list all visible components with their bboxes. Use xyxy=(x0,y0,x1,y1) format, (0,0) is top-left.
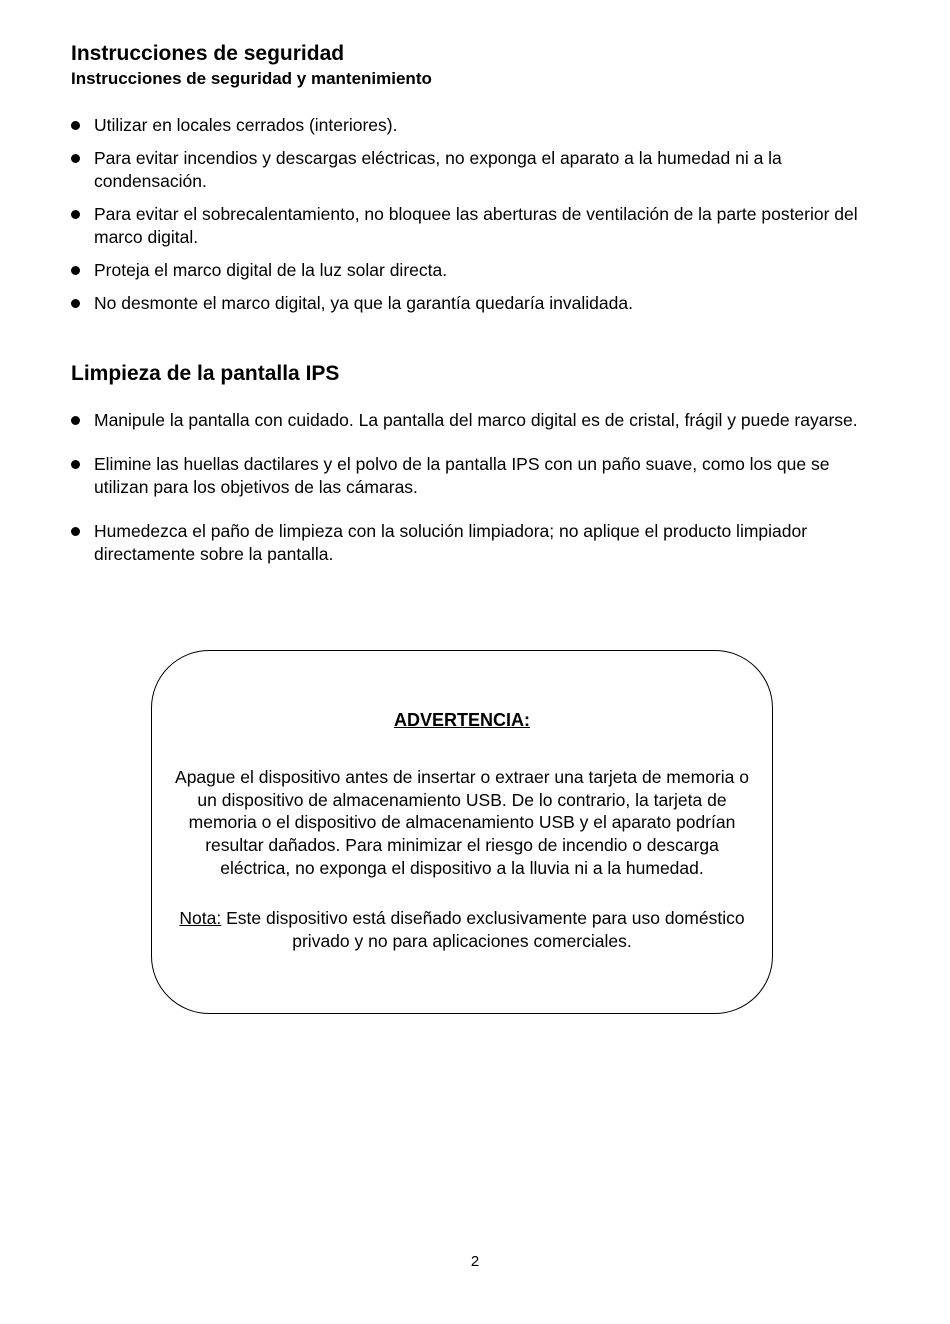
list-item-text: Manipule la pantalla con cuidado. La pantalla del marco digital es de cristal, frágil y puede rayarse. xyxy=(94,410,858,430)
list-item xyxy=(71,292,871,315)
bullet-icon xyxy=(71,460,80,469)
warning-box xyxy=(151,650,773,1014)
warning-title: ADVERTENCIA: xyxy=(393,710,530,730)
page-number: 2 xyxy=(470,1253,480,1270)
safety-list xyxy=(71,114,871,325)
list-item xyxy=(71,147,871,193)
list-item xyxy=(71,520,871,566)
bullet-icon xyxy=(71,299,80,308)
note-label: Nota: xyxy=(179,908,222,928)
cleaning-list xyxy=(71,409,871,587)
list-item-text: Elimine las huellas dactilares y el polvo de la pantalla IPS con un paño suave, como los que se utilizan para los objetivos de las cámaras. xyxy=(94,454,830,497)
list-item-text: Utilizar en locales cerrados (interiores). xyxy=(94,115,398,135)
list-item-text: Proteja el marco digital de la luz solar directa. xyxy=(94,260,448,280)
cleaning-title: Limpieza de la pantalla IPS xyxy=(71,362,340,385)
list-item-text: No desmonte el marco digital, ya que la garantía quedaría invalidada. xyxy=(94,293,633,313)
warning-body: Apague el dispositivo antes de insertar o extraer una tarjeta de memoria o un dispositivo de almacenamiento USB. De lo contrario, la tarjeta de memoria o el dispositivo de almacenamiento USB y el aparato podrían resultar dañados. Para minimizar el riesgo de incendio o descarga eléctrica, no exponga el dispositivo a la lluvia ni a la humedad. xyxy=(175,767,749,878)
bullet-icon xyxy=(71,121,80,130)
list-item xyxy=(71,259,871,282)
list-item-text: Humedezca el paño de limpieza con la solución limpiadora; no aplique el producto limpiador directamente sobre la pantalla. xyxy=(94,521,808,564)
bullet-icon xyxy=(71,527,80,536)
safety-subtitle: Instrucciones de seguridad y mantenimiento xyxy=(71,69,432,88)
list-item xyxy=(71,114,871,137)
warning-note xyxy=(174,907,750,952)
list-item xyxy=(71,409,871,432)
list-item xyxy=(71,453,871,499)
list-item xyxy=(71,203,871,249)
list-item-text: Para evitar incendios y descargas eléctricas, no exponga el aparato a la humedad ni a la condensación. xyxy=(94,148,782,191)
list-item-text: Para evitar el sobrecalentamiento, no bloquee las aberturas de ventilación de la parte posterior del marco digital. xyxy=(94,204,858,247)
note-text: Este dispositivo está diseñado exclusivamente para uso doméstico privado y no para aplicaciones comerciales. xyxy=(221,908,745,951)
bullet-icon xyxy=(71,266,80,275)
bullet-icon xyxy=(71,154,80,163)
bullet-icon xyxy=(71,210,80,219)
safety-title: Instrucciones de seguridad xyxy=(71,42,345,65)
bullet-icon xyxy=(71,416,80,425)
